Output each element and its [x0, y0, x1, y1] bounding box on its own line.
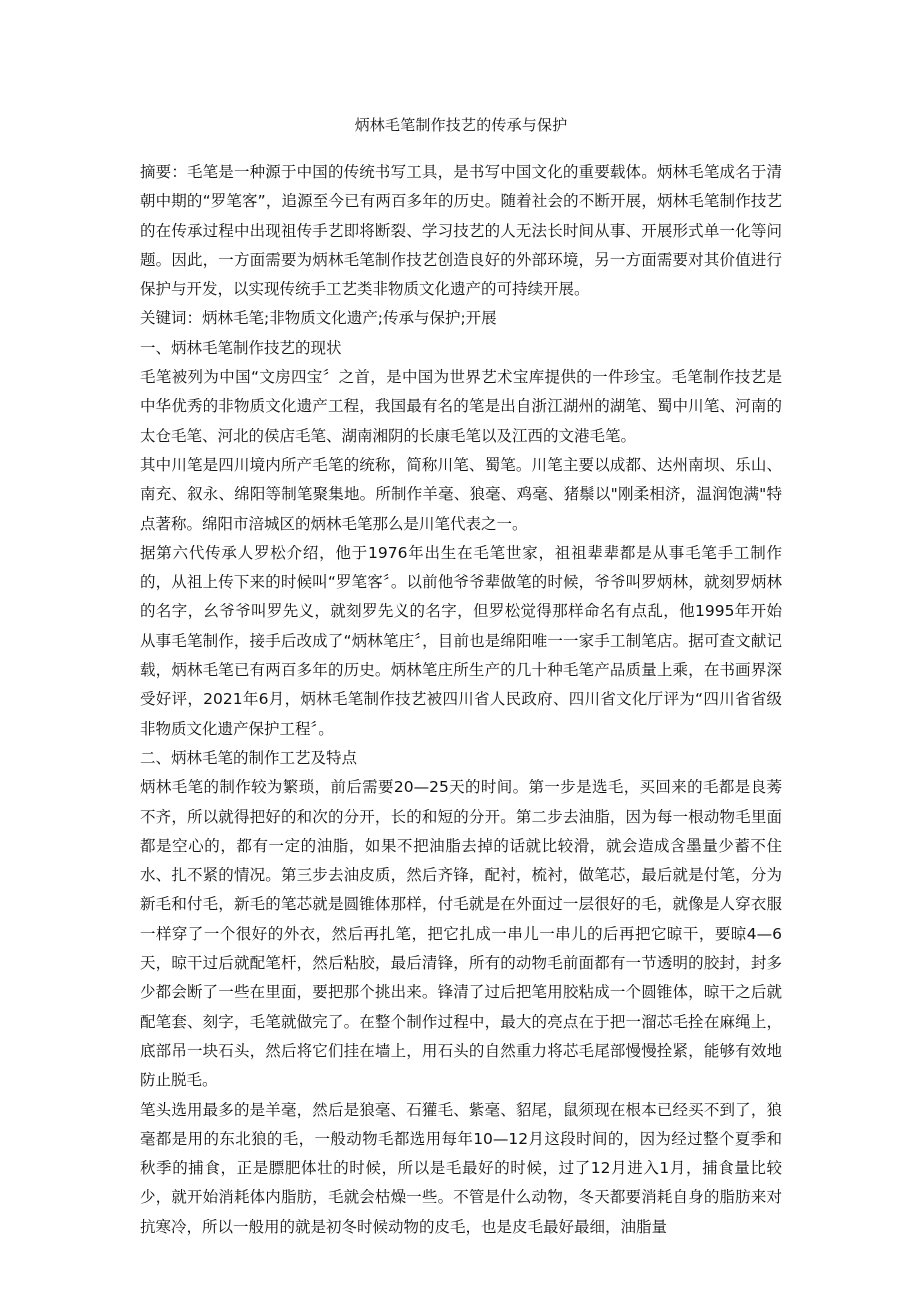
document-page — [140, 114, 782, 1242]
section2-paragraph-1: 炳林毛笔的制作较为繁琐，前后需要20—25天的时间。第一步是选毛，买回来的毛都是良莠不齐，所以就得把好的和次的分开，长的和短的分开。第二步去油脂，因为每一根动物毛里面都是空心的，都有一定的油脂，如果不把油脂去掉的话就比较滑，就会造成含墨量少蓄不住水、扎不紧的情况。第三步去油皮质，然后齐锋，配衬，梳衬，做笔芯，最后就是付笔，分为新毛和付毛，新毛的笔芯就是圆锥体那样，付毛就是在外面过一层很好的毛，就像是人穿衣服一样穿了一个很好的外衣，然后再扎笔，把它扎成一串儿一串儿的后再把它晾干，要晾4—6天，晾干过后就配笔杆，然后粘胶，最后清锋，所有的动物毛前面都有一节透明的胶封，封多少都会断了一些在里面，要把那个挑出来。锋清了过后把笔用胶粘成一个圆锥体，晾干之后就配笔套、刻字，毛笔就做完了。在整个制作过程中，最大的亮点在于把一溜芯毛拴在麻绳上，底部吊一块石头，然后将它们挂在墙上，用石头的自然重力将芯毛尾部慢慢拴紧，能够有效地防止脱毛。 — [140, 778, 782, 1090]
section1-paragraph-1: 毛笔被列为中国“文房四宝〞之首，是中国为世界艺术宝库提供的一件珍宝。毛笔制作技艺是中华优秀的非物质文化遗产工程，我国最有名的笔是出自浙江湖州的湖笔、蜀中川笔、河南的太仓毛笔、河北的侯店毛笔、湖南湘阴的长康毛笔以及江西的文港毛笔。 — [140, 368, 782, 445]
section2-paragraph-2: 笔头选用最多的是羊毫，然后是狼毫、石獾毛、紫毫、貂尾，鼠须现在根本已经买不到了，狼毫都是用的东北狼的毛，一般动物毛都选用每年10—12月这段时间的，因为经过整个夏季和秋季的捕食，正是膘肥体壮的时候，所以是毛最好的时候，过了12月进入1月，捕食量比较少，就开始消耗体内脂肪，毛就会枯燥一些。不管是什么动物，冬天都要消耗自身的脂肪来对抗寒冷，所以一般用的就是初冬时候动物的皮毛，也是皮毛最好最细，油脂量 — [140, 1100, 782, 1236]
section-heading-2: 二、炳林毛笔的制作工艺及特点 — [140, 748, 358, 767]
abstract-paragraph: 摘要：毛笔是一种源于中国的传统书写工具，是书写中国文化的重要载体。炳林毛笔成名于清朝中期的“罗笔客”，追源至今已有两百多年的历史。随着社会的不断开展，炳林毛笔制作技艺的在传承过程中出现祖传手艺即将断裂、学习技艺的人无法长时间从事、开展形式单一化等问题。因此，一方面需要为炳林毛笔制作技艺创造良好的外部环境，另一方面需要对其价值进行保护与开发，以实现传统手工艺类非物质文化遗产的可持续开展。 — [140, 163, 782, 299]
keywords-line: 关键词：炳林毛笔;非物质文化遗产;传承与保护;开展 — [140, 309, 497, 328]
section-heading-1: 一、炳林毛笔制作技艺的现状 — [140, 338, 342, 357]
document-title: 炳林毛笔制作技艺的传承与保护 — [354, 116, 568, 134]
section1-paragraph-3: 据第六代传承人罗松介绍，他于1976年出生在毛笔世家，祖祖辈辈都是从事毛笔手工制作的，从祖上传下来的时候叫“罗笔客〞。以前他爷爷辈做笔的时候，爷爷叫罗炳林，就刻罗炳林的名字，幺爷爷叫罗先义，就刻罗先义的名字，但罗松觉得那样命名有点乱，他1995年开始从事毛笔制作，接手后改成了“炳林笔庄〞，目前也是绵阳唯一一家手工制笔店。据可查文献记载，炳林毛笔已有两百多年的历史。炳林笔庄所生产的几十种毛笔产品质量上乘，在书画界深受好评，2021年6月，炳林毛笔制作技艺被四川省人民政府、四川省文化厅评为“四川省省级非物质文化遗产保护工程〞。 — [140, 543, 782, 738]
section1-paragraph-2: 其中川笔是四川境内所产毛笔的统称，简称川笔、蜀笔。川笔主要以成都、达州南坝、乐山、南充、叙永、绵阳等制笔聚集地。所制作羊毫、狼毫、鸡毫、猪鬃以"刚柔相济，温润饱满"特点著称。绵阳市涪城区的炳林毛笔那么是川笔代表之一。 — [140, 455, 782, 533]
